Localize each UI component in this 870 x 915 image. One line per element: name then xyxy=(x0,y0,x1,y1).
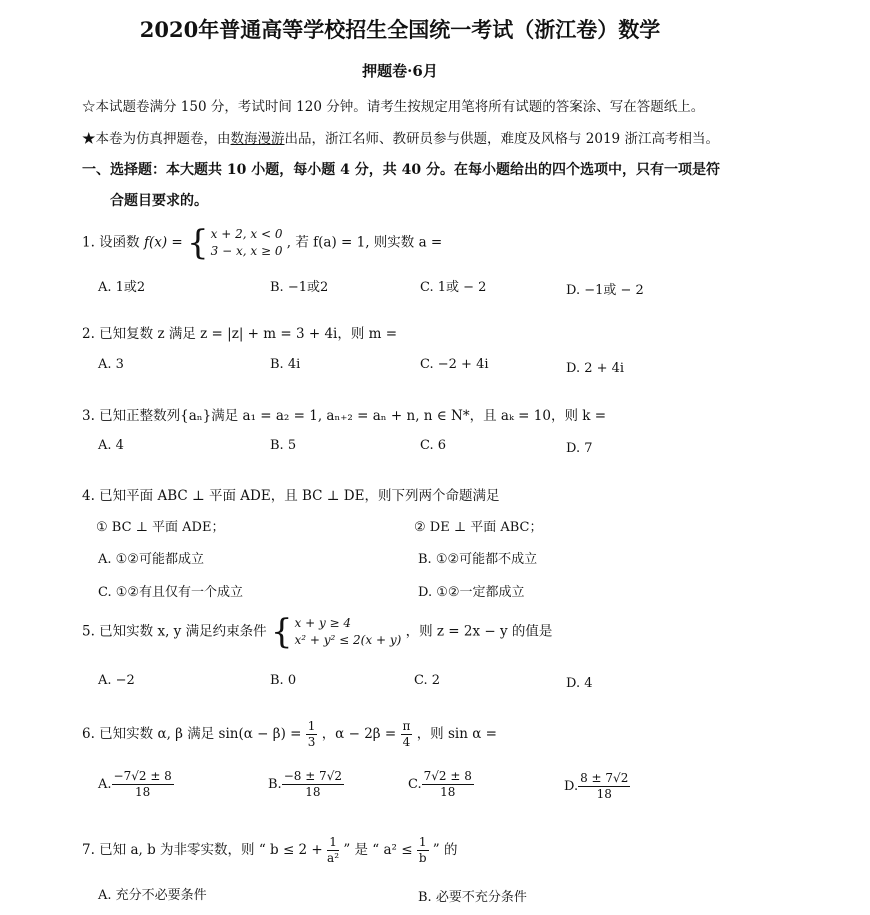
q1-option-c: C. 1或 − 2 xyxy=(420,280,487,295)
brace-icon: { xyxy=(270,612,293,652)
q4-proposition-2: ② DE ⊥ 平面 ABC； xyxy=(414,520,543,535)
q2-option-a: A. 3 xyxy=(98,357,124,372)
question-3: 3. 已知正整数列{aₙ}满足 a₁ = a₂ = 1, aₙ₊₂ = aₙ + n, n ∈ N*，且 aₖ = 10，则 k = xyxy=(82,408,607,424)
q5-option-c: C. 2 xyxy=(414,673,441,688)
q5-option-b: B. 0 xyxy=(270,673,297,688)
note-2-pre: ★本卷为仿真押题卷，由 xyxy=(82,131,231,147)
q6-option-b: B. $\frac{-8 \pm 7√2}{18}$ xyxy=(268,769,342,799)
q7-mid: ” 是 “ a² ≤ xyxy=(343,842,413,858)
q1-option-a: A. 1或2 xyxy=(98,280,146,295)
q7-fraction-2: $\frac{1}{b}$ xyxy=(418,835,427,865)
q6-option-a: A. $\frac{-7√2 \pm 8}{18}$ xyxy=(98,769,172,799)
q1-case-1: x + 2, x < 0 xyxy=(210,227,283,241)
exam-subtitle: 押题卷·6月 xyxy=(362,62,438,80)
q5-constraint-1: x + y ≥ 4 xyxy=(294,616,352,630)
q6-fraction-1: $\frac{1}{3}$ xyxy=(307,719,316,749)
section-header-line2: 合题目要求的。 xyxy=(110,193,208,209)
q1-case-2: 3 − x, x ≥ 0 xyxy=(210,244,283,258)
q5-option-a: A. −2 xyxy=(98,673,135,688)
q6-pre: 6. 已知实数 α, β 满足 sin(α − β) = xyxy=(82,726,302,742)
question-6 xyxy=(82,720,497,749)
q5-constraint-2: x² + y² ≤ 2(x + y) xyxy=(294,633,402,647)
q4-option-a: A. ①②可能都成立 xyxy=(98,552,204,567)
note-2-brand: 数海漫游 xyxy=(230,131,285,147)
q3-option-c: C. 6 xyxy=(420,438,447,453)
q1-option-d: D. −1或 − 2 xyxy=(566,283,644,298)
exam-title: 2020年普通高等学校招生全国统一考试（浙江卷）数学 xyxy=(139,17,661,42)
question-2: 2. 已知复数 z 满足 z = |z| + m = 3 + 4i，则 m = xyxy=(82,326,398,342)
q4-proposition-1: ① BC ⊥ 平面 ADE； xyxy=(96,520,225,535)
note-1: ☆本试题卷满分 150 分，考试时间 120 分钟。请考生按规定用笔将所有试题的答案涂、写在答题纸上。 xyxy=(82,99,705,115)
q7-pre: 7. 已知 a, b 为非零实数，则 “ b ≤ 2 + xyxy=(82,842,323,858)
q6-fraction-2: $\frac{\pi}{4}$ xyxy=(402,719,411,749)
q4-option-c: C. ①②有且仅有一个成立 xyxy=(98,585,244,600)
q1-post: , 若 f(a) = 1, 则实数 a = xyxy=(286,234,443,251)
q2-option-c: C. −2 + 4i xyxy=(420,357,489,372)
q1-pre: 1. 设函数 xyxy=(82,234,140,251)
q1-piecewise xyxy=(187,223,283,263)
q6-post: ，则 sin α = xyxy=(416,726,497,742)
q7-fraction-1: $\frac{1}{\text{a²}}$ xyxy=(327,835,340,865)
brace-icon: { xyxy=(187,223,209,263)
q3-option-b: B. 5 xyxy=(270,438,297,453)
question-5 xyxy=(82,612,553,652)
q1-fx: f(x) xyxy=(143,234,168,251)
q6-mid: ，α − 2β = xyxy=(321,726,397,742)
q7-option-b: B. 必要不充分条件 xyxy=(418,890,527,905)
q4-option-b: B. ①②可能都不成立 xyxy=(418,552,538,567)
q7-option-a: A. 充分不必要条件 xyxy=(98,888,207,903)
q6-option-d: D. $\frac{8 \pm 7√2}{18}$ xyxy=(564,771,629,801)
q5-post: ，则 z = 2x − y 的值是 xyxy=(405,623,553,640)
q1-option-b: B. −1或2 xyxy=(270,280,329,295)
q3-option-d: D. 7 xyxy=(566,441,593,456)
section-header-line1: 一、选择题：本大题共 10 小题，每小题 4 分，共 40 分。在每小题给出的四个选项中，只有一项是符 xyxy=(82,162,720,178)
q5-constraints xyxy=(270,612,402,652)
q5-pre: 5. 已知实数 x, y 满足约束条件 xyxy=(82,623,267,640)
q3-option-a: A. 4 xyxy=(98,438,124,453)
q6-option-c: C. $\frac{7√2 \pm 8}{18}$ xyxy=(408,769,472,799)
note-2-post: 出品，浙江名师、教研员参与供题，难度及风格与 2019 浙江高考相当。 xyxy=(284,131,719,147)
note-2 xyxy=(82,127,719,147)
q2-option-d: D. 2 + 4i xyxy=(566,361,625,376)
q2-option-b: B. 4i xyxy=(270,357,301,372)
question-1: 1. 设函数 f(x) = { x + 2, x < 0 3 − x, x ≥ 0 , 若 f(a) = 1, 则实数 a = xyxy=(82,223,443,263)
q5-option-d: D. 4 xyxy=(566,676,593,691)
q4-option-d: D. ①②一定都成立 xyxy=(418,585,525,600)
q7-post: ” 的 xyxy=(432,842,458,858)
question-4: 4. 已知平面 ABC ⊥ 平面 ADE，且 BC ⊥ DE，则下列两个命题满足 xyxy=(82,488,500,504)
question-7 xyxy=(82,836,458,865)
